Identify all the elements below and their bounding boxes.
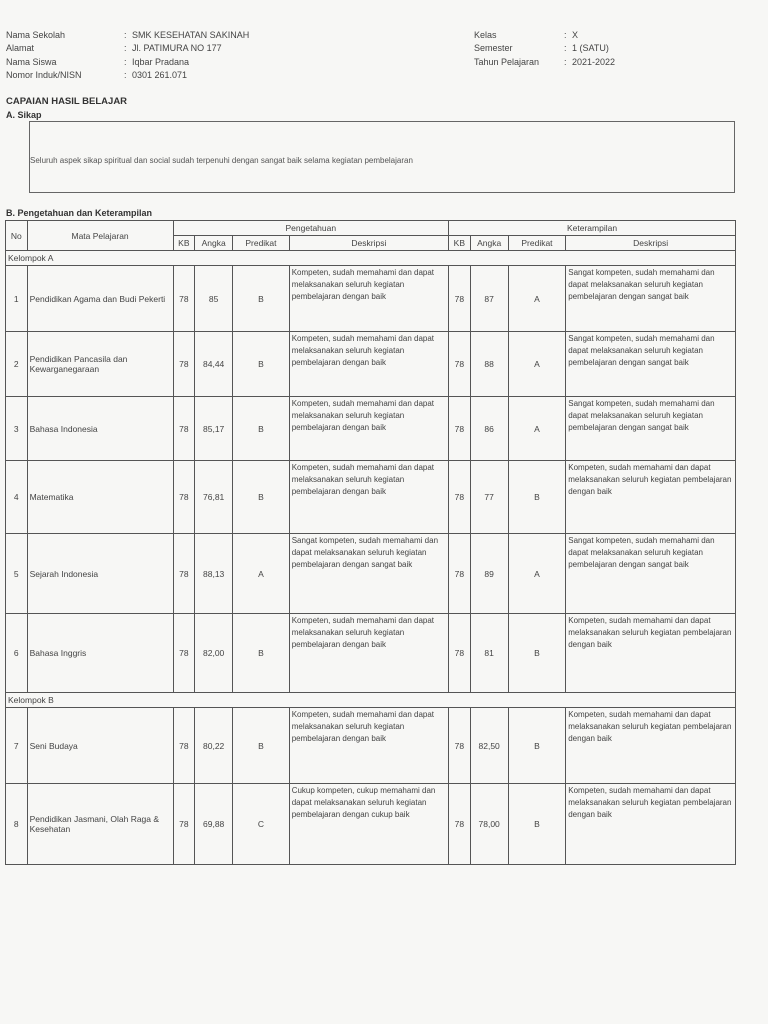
cell-p-kb: 78 — [173, 614, 195, 693]
cell-p-kb: 78 — [173, 784, 195, 865]
info-label: Nama Sekolah — [6, 29, 66, 40]
cell-p-predikat: A — [233, 534, 290, 614]
cell-k-deskripsi: Sangat kompeten, sudah memahami dan dapat melaksanakan seluruh kegiatan pembelajaran dengan sangat baik — [566, 332, 736, 397]
info-label: Kelas — [474, 29, 497, 40]
cell-k-angka: 81 — [470, 614, 508, 693]
cell-k-kb: 78 — [449, 534, 471, 614]
info-label: Tahun Pelajaran — [474, 56, 540, 67]
table-row — [6, 397, 736, 461]
cell-k-angka: 89 — [470, 534, 508, 614]
cell-k-kb: 78 — [449, 461, 471, 534]
cell-p-kb: 78 — [173, 534, 195, 614]
header-mapel: Mata Pelajaran — [27, 221, 173, 251]
info-value: Iqbar Pradana — [132, 56, 190, 67]
grades-table — [5, 220, 736, 865]
cell-mapel: Pendidikan Agama dan Budi Pekerti — [27, 266, 173, 332]
table-row — [6, 614, 736, 693]
cell-p-kb: 78 — [173, 332, 195, 397]
table-row — [6, 534, 736, 614]
cell-k-deskripsi: Kompeten, sudah memahami dan dapat melaksanakan seluruh kegiatan pembelajaran dengan baik — [566, 461, 736, 534]
cell-k-kb: 78 — [449, 784, 471, 865]
cell-no: 4 — [6, 461, 28, 534]
cell-k-predikat: A — [508, 397, 566, 461]
info-row-nisn: Nomor Induk/NISN : 0301 261.071 — [6, 70, 188, 81]
cell-p-angka: 82,00 — [195, 614, 233, 693]
cell-p-predikat: C — [233, 784, 290, 865]
cell-no: 1 — [6, 266, 28, 332]
cell-k-deskripsi: Kompeten, sudah memahami dan dapat melaksanakan seluruh kegiatan pembelajaran dengan baik — [566, 614, 736, 693]
cell-p-predikat: B — [233, 708, 290, 784]
cell-mapel: Seni Budaya — [27, 708, 173, 784]
cell-k-predikat: A — [508, 534, 566, 614]
table-row — [6, 784, 736, 865]
cell-p-angka: 80,22 — [195, 708, 233, 784]
cell-p-angka: 85,17 — [195, 397, 233, 461]
cell-p-deskripsi: Kompeten, sudah memahami dan dapat melaksanakan seluruh kegiatan pembelajaran dengan baik — [289, 614, 448, 693]
cell-p-angka: 84,44 — [195, 332, 233, 397]
cell-p-deskripsi: Kompeten, sudah memahami dan dapat melaksanakan seluruh kegiatan pembelajaran dengan baik — [289, 332, 448, 397]
table-row — [6, 266, 736, 332]
cell-p-predikat: B — [233, 397, 290, 461]
info-label: Nama Siswa — [6, 56, 57, 67]
header-k-kb: KB — [449, 236, 471, 251]
cell-no: 3 — [6, 397, 28, 461]
table-row — [6, 708, 736, 784]
header-k-predikat: Predikat — [508, 236, 566, 251]
cell-p-deskripsi: Kompeten, sudah memahami dan dapat melaksanakan seluruh kegiatan pembelajaran dengan baik — [289, 397, 448, 461]
cell-p-deskripsi: Kompeten, sudah memahami dan dapat melaksanakan seluruh kegiatan pembelajaran dengan baik — [289, 708, 448, 784]
info-value: X — [572, 29, 579, 40]
sikap-title: A. Sikap — [6, 110, 42, 120]
cell-k-angka: 82,50 — [470, 708, 508, 784]
cell-k-deskripsi: Kompeten, sudah memahami dan dapat melaksanakan seluruh kegiatan pembelajaran dengan baik — [566, 784, 736, 865]
header-p-deskripsi: Deskripsi — [289, 236, 448, 251]
sikap-box — [29, 121, 735, 193]
cell-k-predikat: A — [508, 266, 566, 332]
header-pengetahuan: Pengetahuan — [173, 221, 449, 236]
cell-no: 5 — [6, 534, 28, 614]
cell-k-kb: 78 — [449, 332, 471, 397]
info-row-semester: Semester : 1 (SATU) — [474, 43, 609, 54]
student-info-left — [6, 28, 249, 82]
group-label-a: Kelompok A — [6, 251, 736, 266]
cell-p-predikat: B — [233, 332, 290, 397]
info-value: 0301 261.071 — [132, 70, 188, 81]
header-k-angka: Angka — [470, 236, 508, 251]
cell-k-predikat: A — [508, 332, 566, 397]
info-row-student: Nama Siswa : Iqbar Pradana — [6, 56, 190, 67]
cell-p-angka: 88,13 — [195, 534, 233, 614]
header-no: No — [6, 221, 28, 251]
info-value: SMK KESEHATAN SAKINAH — [132, 29, 250, 40]
cell-k-kb: 78 — [449, 708, 471, 784]
cell-no: 6 — [6, 614, 28, 693]
cell-p-deskripsi: Cukup kompeten, cukup memahami dan dapat melaksanakan seluruh kegiatan pembelajaran dengan cukup baik — [289, 784, 448, 865]
cell-k-deskripsi: Sangat kompeten, sudah memahami dan dapat melaksanakan seluruh kegiatan pembelajaran dengan sangat baik — [566, 534, 736, 614]
header-p-kb: KB — [173, 236, 195, 251]
cell-no: 2 — [6, 332, 28, 397]
info-label: Alamat — [6, 43, 35, 54]
cell-k-angka: 88 — [470, 332, 508, 397]
cell-mapel: Pendidikan Jasmani, Olah Raga & Kesehatan — [27, 784, 173, 865]
info-row-year: Tahun Pelajaran : 2021-2022 — [474, 56, 616, 67]
cell-mapel: Matematika — [27, 461, 173, 534]
cell-k-deskripsi: Sangat kompeten, sudah memahami dan dapat melaksanakan seluruh kegiatan pembelajaran dengan sangat baik — [566, 266, 736, 332]
info-value: 2021-2022 — [572, 56, 616, 67]
table-row — [6, 461, 736, 534]
cell-k-deskripsi: Kompeten, sudah memahami dan dapat melaksanakan seluruh kegiatan pembelajaran dengan baik — [566, 708, 736, 784]
cell-no: 8 — [6, 784, 28, 865]
cell-p-kb: 78 — [173, 397, 195, 461]
cell-p-deskripsi: Kompeten, sudah memahami dan dapat melaksanakan seluruh kegiatan pembelajaran dengan baik — [289, 266, 448, 332]
header-p-predikat: Predikat — [233, 236, 290, 251]
cell-mapel: Sejarah Indonesia — [27, 534, 173, 614]
cell-p-angka: 69,88 — [195, 784, 233, 865]
cell-k-kb: 78 — [449, 614, 471, 693]
cell-k-kb: 78 — [449, 397, 471, 461]
cell-k-predikat: B — [508, 708, 566, 784]
table-title: B. Pengetahuan dan Keterampilan — [6, 208, 153, 218]
table-row — [6, 332, 736, 397]
cell-k-angka: 86 — [470, 397, 508, 461]
cell-p-deskripsi: Kompeten, sudah memahami dan dapat melaksanakan seluruh kegiatan pembelajaran dengan baik — [289, 461, 448, 534]
info-row-class: Kelas : X — [474, 29, 579, 40]
group-label-b: Kelompok B — [6, 693, 736, 708]
cell-k-predikat: B — [508, 461, 566, 534]
info-label: Semester — [474, 43, 513, 54]
cell-mapel: Pendidikan Pancasila dan Kewarganegaraan — [27, 332, 173, 397]
capaian-title: CAPAIAN HASIL BELAJAR — [6, 96, 128, 107]
header-p-angka: Angka — [195, 236, 233, 251]
header-keterampilan: Keterampilan — [449, 221, 736, 236]
cell-k-angka: 78,00 — [470, 784, 508, 865]
cell-p-angka: 85 — [195, 266, 233, 332]
sikap-text: Seluruh aspek sikap spiritual dan social sudah terpenuhi dengan sangat baik selama kegiatan pembelajaran — [30, 156, 413, 165]
cell-k-deskripsi: Sangat kompeten, sudah memahami dan dapat melaksanakan seluruh kegiatan pembelajaran dengan sangat baik — [566, 397, 736, 461]
cell-k-angka: 87 — [470, 266, 508, 332]
info-row-address: Alamat : Jl. PATIMURA NO 177 — [6, 43, 222, 54]
cell-k-predikat: B — [508, 784, 566, 865]
info-value: Jl. PATIMURA NO 177 — [132, 43, 222, 54]
header-k-deskripsi: Deskripsi — [566, 236, 736, 251]
cell-k-kb: 78 — [449, 266, 471, 332]
cell-p-angka: 76,81 — [195, 461, 233, 534]
info-value: 1 (SATU) — [572, 43, 609, 54]
info-label: Nomor Induk/NISN — [6, 70, 82, 81]
cell-p-deskripsi: Sangat kompeten, sudah memahami dan dapat melaksanakan seluruh kegiatan pembelajaran dengan sangat baik — [289, 534, 448, 614]
cell-mapel: Bahasa Indonesia — [27, 397, 173, 461]
cell-p-kb: 78 — [173, 708, 195, 784]
cell-mapel: Bahasa Inggris — [27, 614, 173, 693]
cell-p-predikat: B — [233, 266, 290, 332]
student-info-right — [474, 28, 615, 69]
cell-k-predikat: B — [508, 614, 566, 693]
cell-p-predikat: B — [233, 461, 290, 534]
info-row-school: Nama Sekolah : SMK KESEHATAN SAKINAH — [6, 29, 250, 40]
cell-p-kb: 78 — [173, 461, 195, 534]
cell-no: 7 — [6, 708, 28, 784]
cell-k-angka: 77 — [470, 461, 508, 534]
cell-p-predikat: B — [233, 614, 290, 693]
cell-p-kb: 78 — [173, 266, 195, 332]
